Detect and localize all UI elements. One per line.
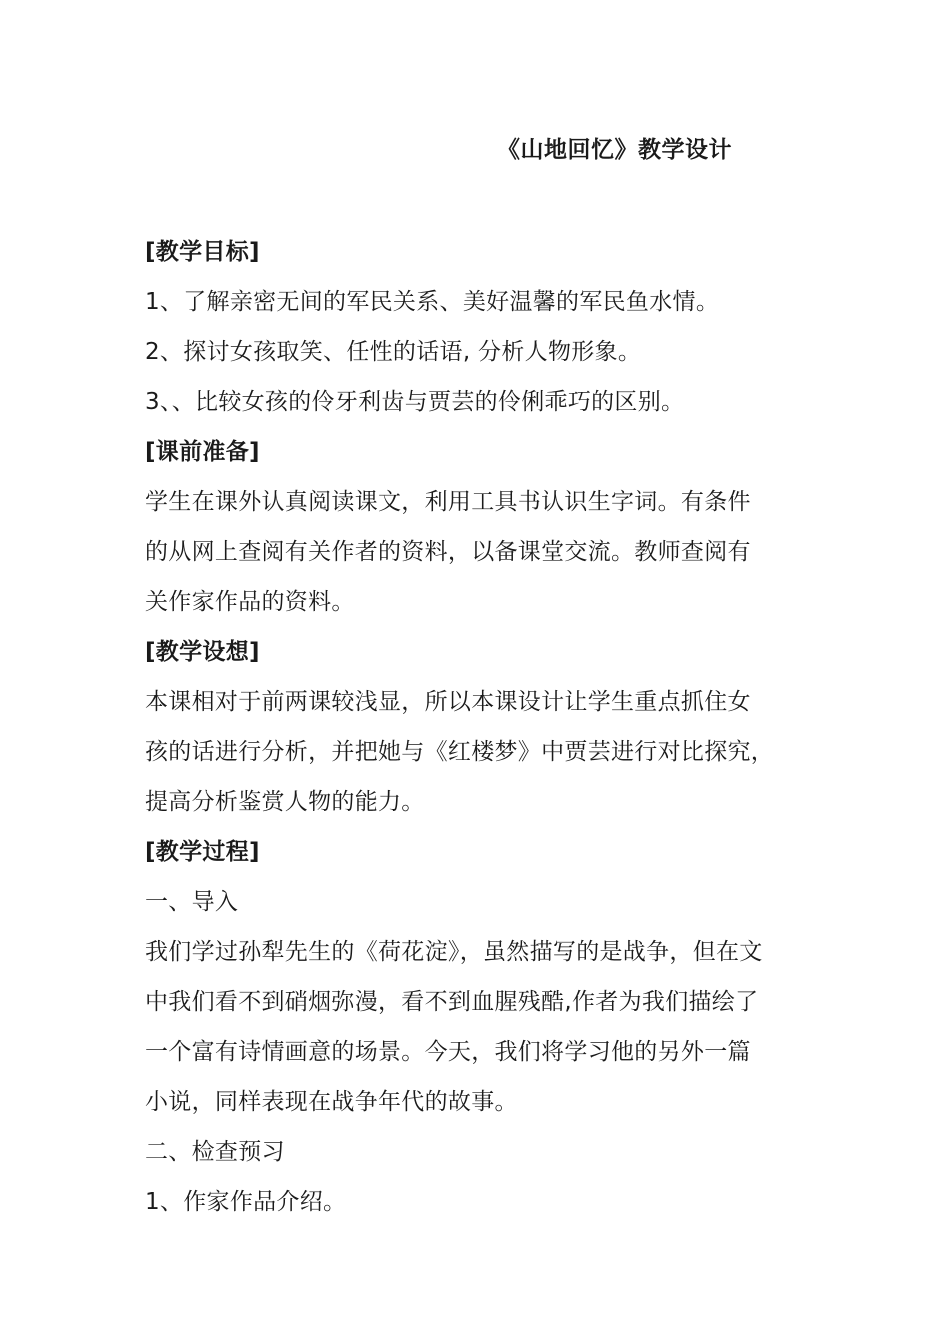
document-body (145, 227, 810, 1227)
section-heading: [课前准备] (145, 439, 260, 465)
text-line: 提高分析鉴赏人物的能力。 (145, 789, 425, 815)
text-line: 中我们看不到硝烟弥漫，看不到血腥残酷,作者为我们描绘了 (145, 989, 759, 1015)
document-title: 《山地回忆》教学设计 (497, 137, 732, 163)
text-line: 一、导入 (145, 889, 239, 915)
text-line: 本课相对于前两课较浅显，所以本课设计让学生重点抓住女 (145, 689, 751, 715)
text-line: 3、、比较女孩的伶牙利齿与贾芸的伶俐乖巧的区别。 (145, 389, 685, 415)
section-heading: [教学过程] (145, 839, 260, 865)
text-line: 孩的话进行分析，并把她与《红楼梦》中贾芸进行对比探究， (145, 739, 775, 765)
text-line: 学生在课外认真阅读课文，利用工具书认识生字词。有条件 (145, 489, 751, 515)
text-line: 关作家作品的资料。 (145, 589, 355, 615)
text-line: 的从网上查阅有关作者的资料，以备课堂交流。教师查阅有 (145, 539, 751, 565)
text-line: 1、作家作品介绍。 (145, 1189, 347, 1215)
text-line: 小说，同样表现在战争年代的故事。 (145, 1089, 518, 1115)
text-line: 我们学过孙犁先生的《荷花淀》，虽然描写的是战争，但在文 (145, 939, 763, 965)
text-line: 1、了解亲密无间的军民关系、美好温馨的军民鱼水情。 (145, 289, 720, 315)
text-line: 二、检查预习 (145, 1139, 285, 1165)
text-line: 2、探讨女孩取笑、任性的话语, 分析人物形象。 (145, 339, 642, 365)
text-line: 一个富有诗情画意的场景。今天，我们将学习他的另外一篇 (145, 1039, 751, 1065)
section-heading: [教学目标] (145, 239, 260, 265)
section-heading: [教学设想] (145, 639, 260, 665)
